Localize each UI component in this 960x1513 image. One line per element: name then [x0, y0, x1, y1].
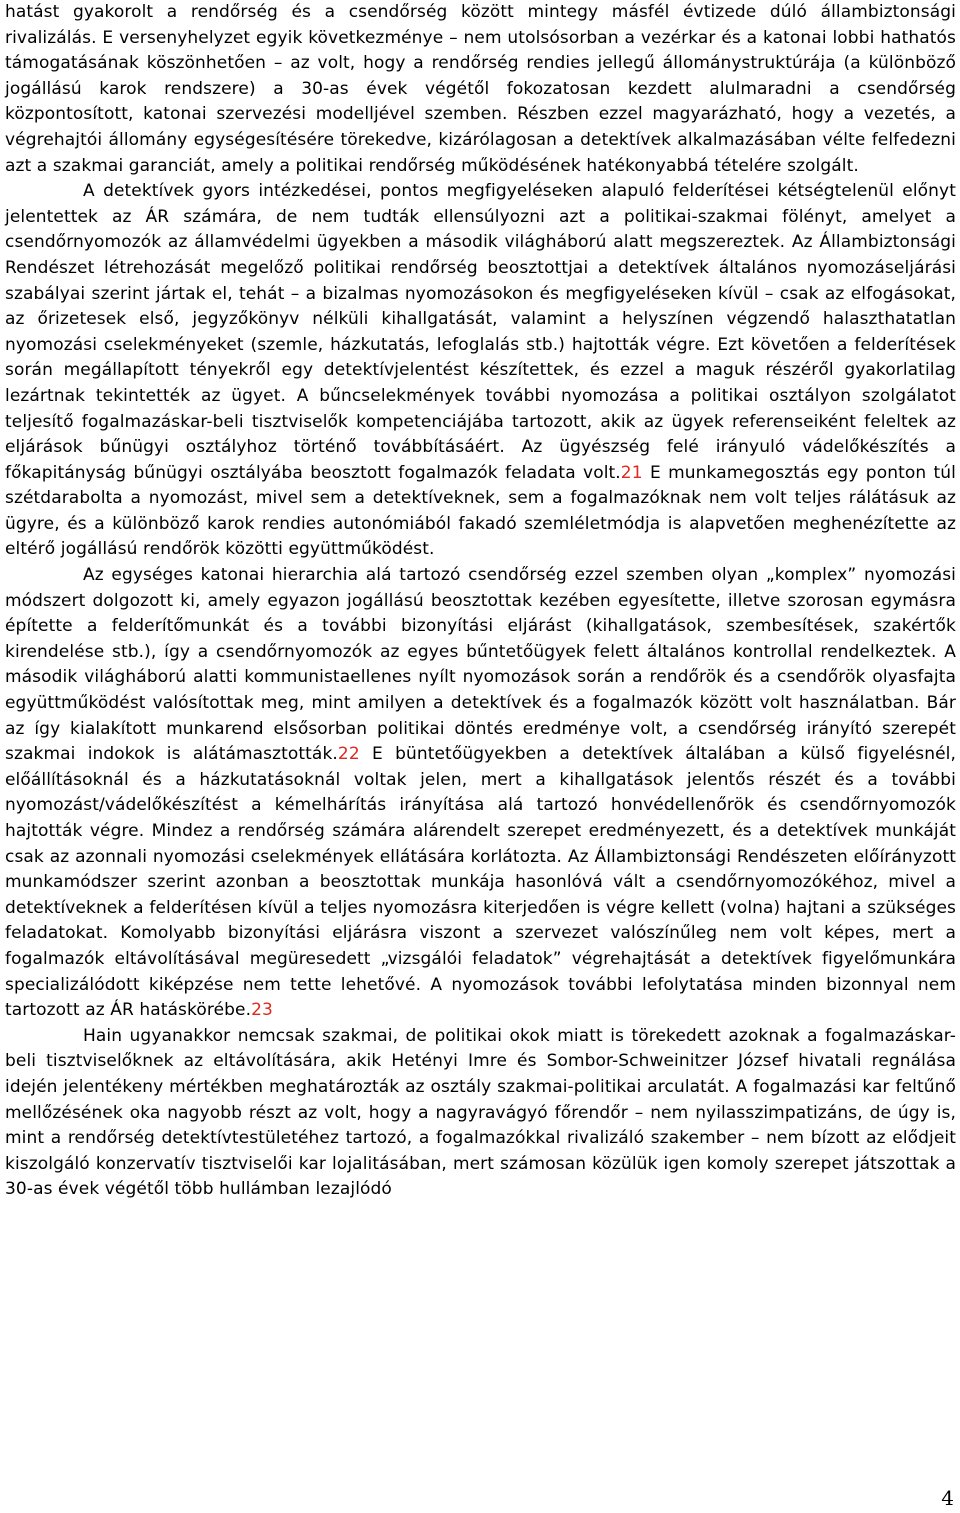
- page-number: 4: [941, 1486, 954, 1510]
- paragraph-text: A detektívek gyors intézkedései, pontos megfigyeléseken alapuló felderítései kétségtelenül előnyt jelentettek az ÁR számára, de nem tudták ellensúlyozni azt a politikai-szakmai fölényt, amelyet a csendőrnyomozók az államvédelmi ügyekben a második világháború alatt megszereztek. Az Állambiztonsági Rendészet létrehozását megelőző politikai rendőrség beosztottjai a detektívek általános nyomozáseljárási szabályai szerint jártak el, tehát – a bizalmas nyomozásokon és megfigyeléseken kívül – csak az elfogásokat, az őrizetesek első, jegyzőkönyv nélküli kihallgatását, valamint a helyszínen végzendő halaszthatatlan nyomozási cselekményeket (szemle, házkutatás, lefoglalás stb.) hajtották végre. Ezt követően a felderítések során megállapított tényekről egy detektívjelentést készítettek, és ezzel a maguk részéről gyakorlatilag lezártnak tekintették az ügyet. A bűncselekmények további nyomozása a politikai osztályon szolgálatot teljesítő fogalmazáskar-beli tisztviselők kompetenciájába tartozott, akik az ügyek referenseiként feleltek az eljárások bűnügyi osztályhoz történő továbbításáért. Az ügyészség felé irányuló vádelőkészítés a főkapitányság bűnügyi osztályába beosztott fogalmazók feladata volt.: [5, 181, 956, 483]
- paragraph: [5, 0, 956, 179]
- paragraph-text: Az egységes katonai hierarchia alá tartozó csendőrség ezzel szemben olyan „komplex” nyomozási módszert dolgozott ki, amely egyazon jogállású beosztottak kezében egyesítette, illetve szorosan egymásra építette a felderítőmunkát és a további bizonyítási eljárást (kihallgatások, szembesítések, szakértők kirendelése stb.), így a csendőrnyomozók az egyes bűntetőügyek felett általános kontrollal rendelkeztek. A második világháború alatti kommunistaellenes nyílt nyomozások során a rendőrök és a csendőrök olyasfajta együttműködést valósítottak meg, mint amilyen a detektívek és a fogalmazók között volt használatban. Bár az így kialakított munkarend elsősorban politikai döntés eredménye volt, a csendőrség irányító szerepét szakmai indokok is alátámasztották.: [5, 565, 956, 765]
- document-page: [5, 0, 956, 1203]
- footnote-reference[interactable]: 22: [337, 744, 360, 765]
- paragraph: [5, 1024, 956, 1203]
- document-body: [5, 0, 956, 1203]
- footnote-reference[interactable]: 23: [251, 1000, 273, 1021]
- paragraph-text: E büntetőügyekben a detektívek általában a külső figyelésnél, előállításoknál és a házkutatásoknál voltak jelen, mert a kihallgatások jelentős részét és a további nyomozást/vádelőkészítést a kémelhárítás irányítása alá tartozó honvédellenőrök és csendőrnyomozók hajtották végre. Mindez a rendőrség számára alárendelt szerepet eredményezett, és a detektívek munkáját csak az azonnali nyomozási cselekmények ellátására korlátozta. Az Állambiztonsági Rendészeten előírányzott munkamódszer szerint azonban a beosztottak munkája hasonlóvá vált a csendőrnyomozókéhoz, mivel a detektíveknek a felderítésen kívül a teljes nyomozásra kiterjedően is végre kellett (volna) hajtani a szükséges feladatokat. Komolyabb bizonyítási eljárásra viszont a szervezet valószínűleg nem volt képes, mert a fogalmazók eltávolításával megüresedett „vizsgálói feladatok” végrehajtását a detektívek figyelőmunkára specializálódott kiképzése nem tette lehetővé. A nyomozások további lefolytatása minden bizonnyal nem tartozott az ÁR hatáskörébe.: [5, 744, 956, 1021]
- footnote-reference[interactable]: 21: [620, 462, 643, 483]
- paragraph: [5, 179, 956, 563]
- paragraph: [5, 563, 956, 1024]
- paragraph-text: hatást gyakorolt a rendőrség és a csendőrség között mintegy másfél évtizede dúló állambiztonsági rivalizálás. E versenyhelyzet egyik következménye – nem utolsósorban a vezérkar és a katonai lobbi hathatós támogatásának köszönhetően – az volt, hogy a rendőrség rendies jellegű állománystruktúrája (a különböző jogállású karok rendszere) a 30-as évek végétől fokozatosan kezdett alulmaradni a csendőrség központosított, katonai szervezési modelljével szemben. Részben ezzel magyarázható, hogy a vezetés, a végrehajtói állomány egységesítésére törekedve, kizárólagosan a detektívek alkalmazásában vélte felfedezni azt a szakmai garanciát, amely a politikai rendőrség működésének hatékonyabbá tételére szolgált.: [5, 2, 956, 176]
- paragraph-text: Hain ugyanakkor nemcsak szakmai, de politikai okok miatt is törekedett azoknak a fogalmazáskar-beli tisztviselőknek az eltávolítására, akik Hetényi Imre és Sombor-Schweinitzer József hivatali regnálása idején jelentékeny mértékben meghatározták az osztály szakmai-politikai arculatát. A fogalmazási kar feltűnő mellőzésének oka nagyobb részt az volt, hogy a nagyravágyó főrendőr – nem nyilasszimpatizáns, de úgy is, mint a rendőrség detektívtestületéhez tartozó, a fogalmazókkal rivalizáló szakember – nem bízott az elődjeit kiszolgáló konzervatív tisztviselői kar lojalitásában, mert számosan közülük igen komoly szerepet játszottak a 30-as évek végétől több hullámban lezajlódó: [5, 1025, 956, 1200]
- paragraph-text: E munkamegosztás egy ponton túl szétdarabolta a nyomozást, mivel sem a detektíveknek, sem a fogalmazóknak nem volt teljes rálátásuk az ügyre, és a különböző karok rendies autonómiából fakadó szemléletmódja is alapvetően meghenézítette az eltérő jogállású rendőrök közötti együttműködést.: [5, 462, 956, 560]
